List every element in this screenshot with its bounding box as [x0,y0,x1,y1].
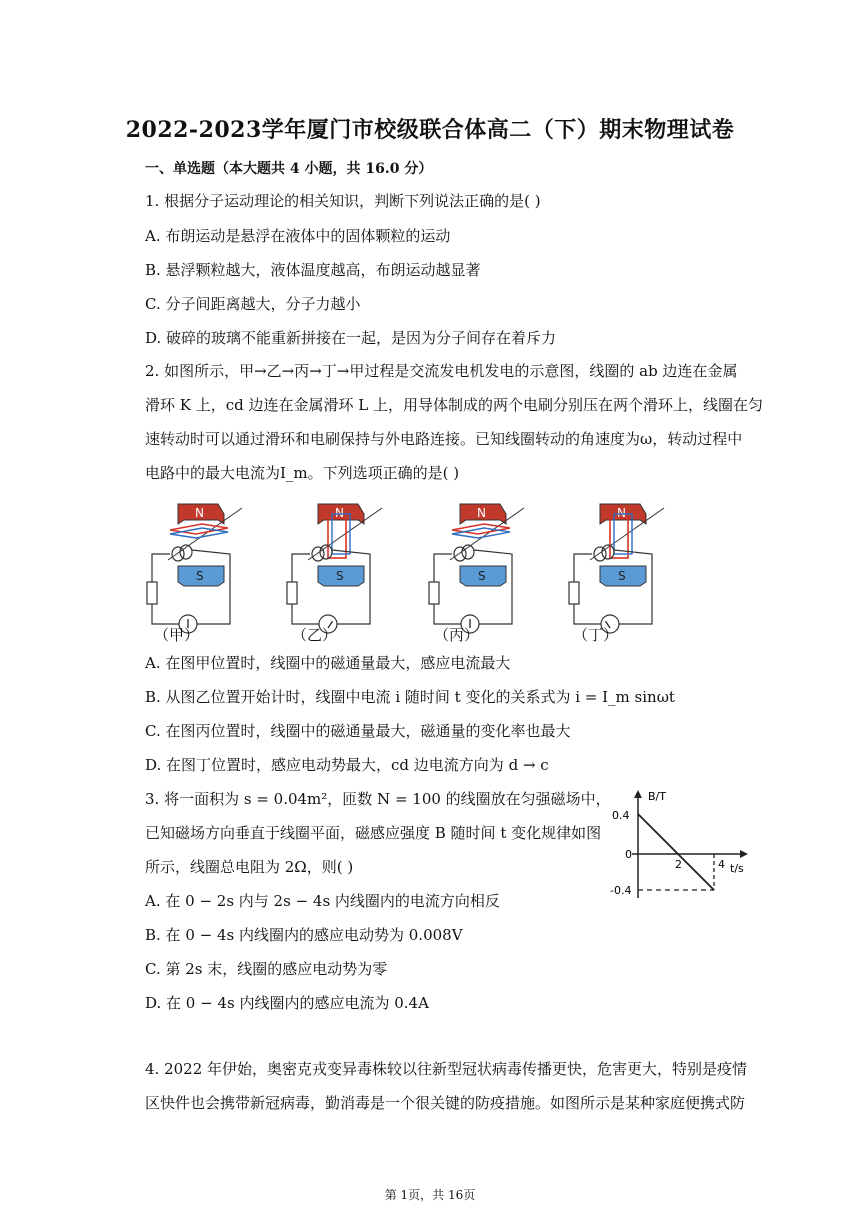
magnet-s-letter: S [336,569,344,583]
q3-stem-line-3: 所示，线圈总电阻为 2Ω，则( ) [145,858,354,876]
figure-label-yi: （乙） [292,626,338,644]
x-tick-2: 2 [675,858,682,871]
resistor [569,582,579,604]
wire-right [614,550,652,624]
exam-title: 2022-2023学年厦门市校级联合体高二（下）期末物理试卷 [125,117,735,143]
generator-bing [429,504,524,633]
wire-right [192,550,230,624]
slip-ring-k [594,547,606,561]
q3-option-d[interactable]: D. 在 0 − 4s 内线圈内的感应电流为 0.4A [145,994,429,1012]
q1-option-d[interactable]: D. 破碎的玻璃不能重新拼接在一起，是因为分子间存在着斥力 [145,329,557,347]
x-tick-4: 4 [718,858,725,871]
generator-ding [569,504,664,633]
slip-ring-k [172,547,184,561]
y-axis-arrow [634,790,642,798]
magnet-s-letter: S [478,569,486,583]
coil-front [328,518,346,558]
q2-stem-line-2: 滑环 K 上，cd 边连在金属滑环 L 上，用导体制成的两个电刷分别压在两个滑环上，线圈在匀 [145,396,764,414]
slip-ring-k [454,547,466,561]
q2-stem-line-4: 电路中的最大电流为I_m。下列选项正确的是( ) [145,464,460,482]
figure-label-ding: （丁） [573,626,619,644]
resistor [287,582,297,604]
wire-right [332,550,370,624]
figure-label-jia: （甲） [154,626,200,644]
resistor [147,582,157,604]
y-tick-neg0.4: -0.4 [610,884,632,897]
q4-line-2: 区快件也会携带新冠病毒，勤消毒是一个很关键的防疫措施。如图所示是某种家庭便携式防 [145,1094,746,1112]
q3-option-a[interactable]: A. 在 0 − 2s 内与 2s − 4s 内线圈内的电流方向相反 [145,892,500,910]
b-t-line [638,814,714,890]
q1-stem: 1. 根据分子运动理论的相关知识，判断下列说法正确的是( ) [145,192,541,210]
slip-ring-k [312,547,324,561]
magnet-n-letter: N [477,506,486,520]
q3-stem-line-1: 3. 将一面积为 s = 0.04m²，匝数 N = 100 的线圈放在匀强磁场中， [145,790,611,808]
magnet-n-letter: N [335,506,344,520]
wire-right [474,550,512,624]
q4-line-1: 4. 2022 年伊始，奥密克戎变异毒株较以往新型冠状病毒传播更快，危害更大，特别是疫情 [145,1060,748,1078]
y-tick-0.4: 0.4 [612,809,630,822]
q2-option-c[interactable]: C. 在图丙位置时，线圈中的磁通量最大，磁通量的变化率也最大 [145,722,571,740]
q2-stem-line-1: 2. 如图所示，甲→乙→丙→丁→甲过程是交流发电机发电的示意图，线圈的 ab 边连在金属 [145,362,738,380]
y-axis-label: B/T [648,790,666,803]
magnet-n-letter: N [617,506,626,520]
magnet-s-letter: S [618,569,626,583]
b-t-graph [608,788,758,908]
resistor [429,582,439,604]
q2-option-d[interactable]: D. 在图丁位置时，感应电动势最大，cd 边电流方向为 d → c [145,756,549,774]
figure-labels [140,624,700,646]
page-footer: 第 1页，共 16页 [384,1188,476,1202]
magnet-s-letter: S [196,569,204,583]
q2-option-b[interactable]: B. 从图乙位置开始计时，线圈中电流 i 随时间 t 变化的关系式为 i = I_m sinωt [145,688,675,706]
generator-yi [287,504,382,633]
q1-option-b[interactable]: B. 悬浮颗粒越大，液体温度越高，布朗运动越显著 [145,261,481,279]
q1-option-a[interactable]: A. 布朗运动是悬浮在液体中的固体颗粒的运动 [145,227,451,245]
q3-stem-line-2: 已知磁场方向垂直于线圈平面，磁感应强度 B 随时间 t 变化规律如图 [145,824,602,842]
magnet-n-letter: N [195,506,204,520]
section-heading: 一、单选题（本大题共 4 小题，共 16.0 分） [145,161,433,177]
q1-option-c[interactable]: C. 分子间距离越大，分子力越小 [145,295,361,313]
generator-jia [147,504,242,633]
figure-label-bing: （丙） [434,626,480,644]
y-tick-0: 0 [625,848,632,861]
x-axis-label: t/s [730,862,744,875]
q3-option-b[interactable]: B. 在 0 − 4s 内线圈内的感应电动势为 0.008V [145,926,463,944]
q3-option-c[interactable]: C. 第 2s 末，线圈的感应电动势为零 [145,960,388,978]
x-axis-arrow [740,850,748,858]
coil-front [610,518,628,558]
q2-stem-line-3: 速转动时可以通过滑环和电刷保持与外电路连接。已知线圈转动的角速度为ω，转动过程中 [145,430,743,448]
q2-option-a[interactable]: A. 在图甲位置时，线圈中的磁通量最大，感应电流最大 [145,654,511,672]
